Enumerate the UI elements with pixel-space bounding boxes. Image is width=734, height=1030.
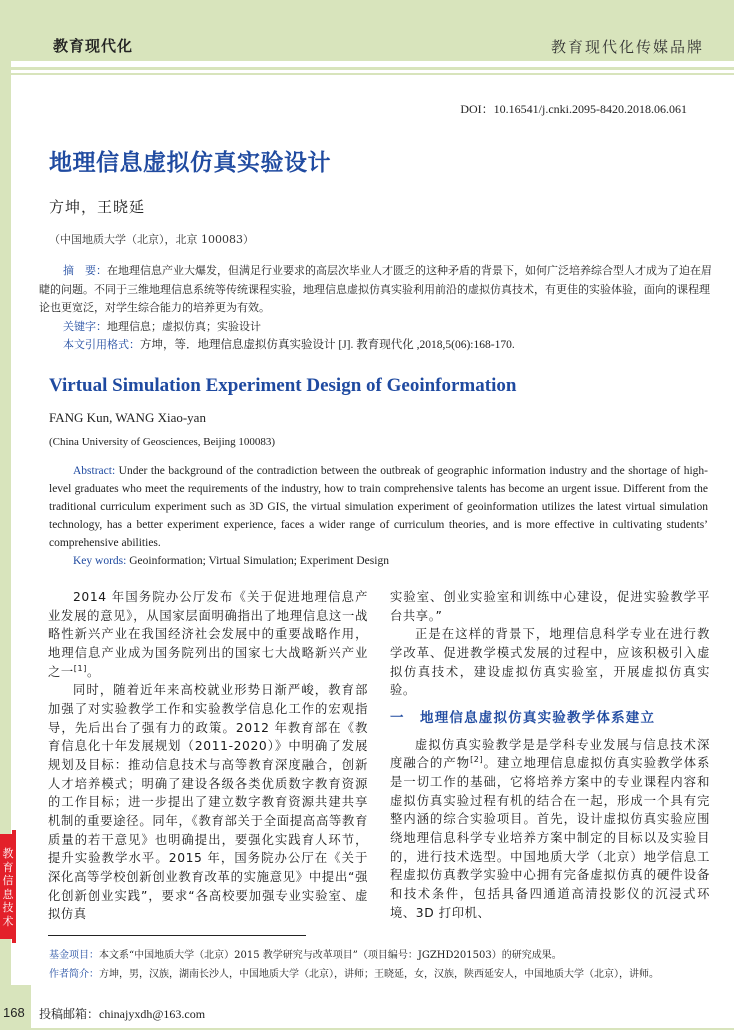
article-title-cn: 地理信息虚拟仿真实验设计 — [49, 150, 331, 176]
body-paragraph: 实验室、创业实验室和训练中心建设，促进实验教学平台共享。” — [390, 590, 710, 623]
page-number: 168 — [3, 1005, 25, 1020]
author-footnote — [49, 965, 719, 984]
doi[interactable]: DOI：10.16541/j.cnki.2095-8420.2018.06.061 — [460, 102, 687, 116]
citation-ref[interactable]: [1] — [73, 663, 87, 673]
authors-cn: 方坤，王晓延 — [49, 198, 146, 216]
section-title: 地理信息虚拟仿真实验教学体系建立 — [420, 709, 656, 726]
side-tab-label — [1, 847, 15, 928]
body-paragraph: 正是在这样的背景下，地理信息科学专业在进行教学改革、促进教学模式发展的过程中，应该积极引入虚拟仿真技术，建设虚拟仿真实验室，开展虚拟仿真实验。 — [390, 627, 710, 698]
side-tab-char: 技 — [2, 901, 14, 914]
body-column-left — [48, 588, 368, 924]
author-bio-label: 作者简介： — [49, 969, 99, 980]
submission-email[interactable]: 投稿邮箱：chinajyxdh@163.com — [39, 1007, 206, 1021]
affiliation-cn: （中国地质大学（北京），北京 100083） — [49, 233, 254, 246]
side-tab-char: 息 — [2, 887, 14, 901]
side-tab-char: 教 — [2, 847, 14, 860]
body-paragraph — [390, 736, 710, 923]
side-tab-char: 信 — [2, 874, 14, 887]
paragraph-text: 虚拟仿真实验教学是是学科专业发展与信息技术深度融合的产物 — [390, 737, 710, 771]
header-divider-thick — [11, 67, 734, 70]
body-paragraph — [48, 588, 368, 681]
body-column-right — [390, 588, 710, 922]
journal-name: 教育现代化 — [53, 37, 134, 55]
citation-text: 方坤，等．地理信息虚拟仿真实验设计 [J]. 教育现代化 ,2018,5(06):168-170. — [140, 339, 515, 351]
article-title-en: Virtual Simulation Experiment Design of Geoinformation — [49, 375, 517, 396]
paragraph-text: 2014 年国务院办公厅发布《关于促进地理信息产业发展的意见》，从国家层面明确指出了地理信息这一战略性新兴产业在我国经济社会发展中的重要战略作用，地理信息产业成为国务院列出的国家七大战略新兴产业之一 — [48, 590, 368, 679]
abstract-cn-label: 摘 要： — [63, 264, 107, 277]
fund-label: 基金项目： — [49, 950, 99, 961]
abstract-en-paragraph — [49, 462, 708, 552]
section-number: 一 — [390, 709, 405, 726]
keywords-en-text: Geoinformation; Virtual Simulation; Experiment Design — [126, 555, 389, 567]
keywords-cn-text: 地理信息；虚拟仿真；实验设计 — [107, 319, 261, 333]
abstract-en — [49, 462, 708, 570]
abstract-cn-paragraph — [39, 262, 713, 318]
keywords-en-label: Key words: — [73, 555, 127, 567]
journal-brand: 教育现代化传媒品牌 — [550, 38, 704, 56]
side-tab-char: 术 — [2, 914, 14, 928]
fund-footnote — [49, 946, 719, 965]
citation-format — [63, 336, 713, 355]
authors-en: FANG Kun, WANG Xiao-yan — [49, 410, 206, 425]
fund-text: 本文系“中国地质大学（北京）2015 教学研究与改革项目”（项目编号：JGZHD201503）的研究成果。 — [99, 950, 562, 961]
body-paragraph: 同时，随着近年来高校就业形势日渐严峻，教育部加强了对实验教学工作和实验教学信息化工作的宏观指导，先后出台了强有力的政策。2012 年教育部在《教育信息化十年发展规划（2011-2020）》中明确了发展规划及目标：推动信息技术与高等教育深度融合，创新人才培养模式；明确了建设各级各类优质数字教育资源的工作目标；进一步提出了建立数字教育资源共建共享机制的重要途径。同年，《教育部关于全面提高高等教育质量的若干意见》也明确提出，要强化实践育人环节，提升实验教学水平。2015 年，国务院办公厅在《关于深化高等学校创新创业教育改革的实施意见》中提出“强化创新创业实践”，要求“各高校要加强专业实验室、虚拟仿真 — [48, 683, 368, 922]
abstract-cn — [39, 262, 713, 355]
abstract-en-label: Abstract: — [73, 465, 116, 477]
header-divider-thin — [11, 73, 734, 75]
citation-label: 本文引用格式： — [63, 338, 140, 351]
side-tab-char: 育 — [2, 860, 14, 874]
citation-ref[interactable]: [2] — [470, 755, 484, 765]
paragraph-text: 。建立地理信息虚拟仿真实验教学体系是一切工作的基础，它将培养方案中的专业课程内容和虚拟仿真实验过程有机的结合在一起，形成一个具有完整内涵的综合实验项目。首先，设计虚拟仿真实验应围绕地理信息科学专业培养方案中制定的目标以及实验目的，进行技术选型。中国地质大学（北京）地学信息工程虚拟仿真教学实验中心拥有完备虚拟仿真的硬件设备和技术条件，包括具备四通道高清投影仪的沉浸式环境、3D 打印机、 — [390, 756, 711, 920]
section-heading — [390, 709, 710, 728]
paragraph-text: 。 — [86, 664, 100, 679]
keywords-cn — [63, 318, 713, 337]
keywords-en — [49, 552, 708, 570]
footnote-divider — [48, 935, 306, 936]
footnotes — [49, 946, 719, 984]
abstract-en-text: Under the background of the contradiction between the outbreak of geographic information industry and the shortage of high-level graduates who meet the requirements of the industry, how to train comprehensive talents has become an urgent issue. Different from the traditional curriculum experiment such as 3D GIS, the virtual simulation experiment of geoinformation utilizes the latest virtual simulation technology, has a better experiment experience, faces a wider range of curriculum theories, and is more effective in cultivating students’ comprehensive abilities. — [49, 465, 708, 549]
abstract-cn-text: 在地理信息产业大爆发，但满足行业要求的高层次毕业人才匮乏的这种矛盾的背景下，如何广泛培养综合型人才成为了迫在眉睫的问题。不同于三维地理信息系统等传统课程实验，地理信息虚拟仿真实验利用前沿的虚拟仿真技术，有更佳的实验体验，面向的课程理论也更宽泛，对学生综合能力的培养更为有效。 — [39, 264, 712, 314]
author-bio-text: 方坤，男，汉族，湖南长沙人，中国地质大学（北京），讲师；王晓延，女，汉族，陕西延安人，中国地质大学（北京），讲师。 — [99, 969, 659, 980]
affiliation-en: (China University of Geosciences, Beijing 100083) — [49, 436, 276, 448]
keywords-cn-label: 关键字： — [63, 319, 107, 333]
